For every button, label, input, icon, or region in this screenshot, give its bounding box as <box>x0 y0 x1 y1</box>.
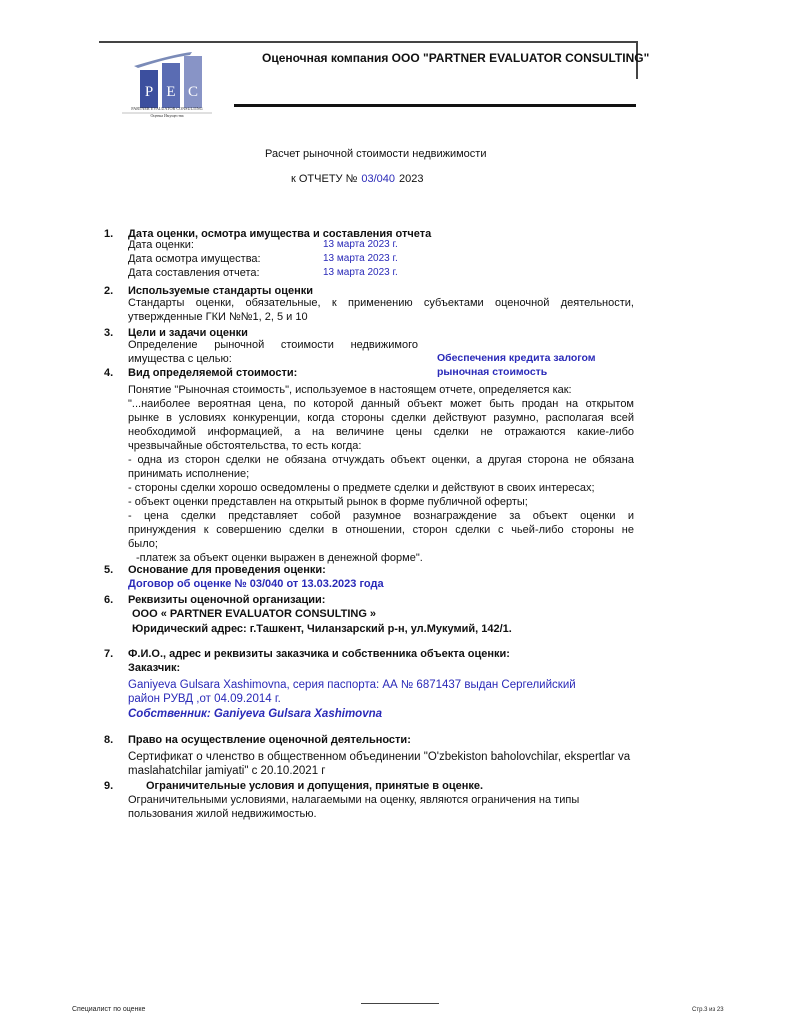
definition-line: - одна из сторон сделки не обязана отчуждать объект оценки, а другая сторона не обязана <box>128 454 634 466</box>
report-prefix: к ОТЧЕТУ № <box>291 173 358 185</box>
report-number: 03/040 <box>361 173 396 185</box>
definition-line: принуждения к совершению сделки в отношении, сторон сделки с чьей-либо стороны не <box>128 524 634 536</box>
definition-line: - цена сделки представляет собой разумное вознаграждение за объект оценки и <box>128 510 634 522</box>
section-6-number: 6. <box>104 594 114 606</box>
inspection-date-label: Дата осмотра имущества: <box>128 253 261 265</box>
section-4-title: Вид определяемой стоимости: <box>128 367 298 379</box>
section-8-title: Право на осуществление оценочной деятельности: <box>128 734 411 746</box>
definition-line: "...наиболее вероятная цена, по которой данный объект может быть продан на открытом <box>128 398 634 410</box>
standards-line-2: утвержденные ГКИ №№1, 2, 5 и 10 <box>128 311 308 323</box>
section-7-number: 7. <box>104 648 114 660</box>
definition-line: принимать исполнение; <box>128 468 250 480</box>
logo-letter-e: E <box>166 84 176 100</box>
report-date-value: 13 марта 2023 г. <box>323 267 398 278</box>
definition-line: -платеж за объект оценки выражен в денежной форме". <box>136 552 423 564</box>
customer-label: Заказчик: <box>128 662 181 674</box>
certificate-line-1: Сертификат о членство в общественном объединении "O'zbekiston baholovchilar, ekspertlar va <box>128 751 631 763</box>
definition-line: - стороны сделки хорошо осведомлены о предмете сделки и действуют в своих интересах; <box>128 482 595 494</box>
company-header: Оценочная компания ООО "PARTNER EVALUATOR CONSULTING" <box>262 51 650 65</box>
owner-name: Собственник: Ganiyeva Gulsara Xashimovna <box>128 708 383 720</box>
section-1-title: Дата оценки, осмотра имущества и составления отчета <box>128 228 432 240</box>
report-reference <box>291 173 424 185</box>
report-date-label: Дата составления отчета: <box>128 267 260 279</box>
company-logo <box>104 46 230 120</box>
purpose-line-2: имущества с целью: <box>128 353 232 365</box>
report-year: 2023 <box>399 173 424 185</box>
footer-specialist: Специалист по оценке <box>72 1006 146 1013</box>
section-3-title: Цели и задачи оценки <box>128 327 248 339</box>
standards-line-1: Стандарты оценки, обязательные, к применению субъектами оценочной деятельности, <box>128 297 634 309</box>
organization-address: Юридический адрес: г.Ташкент, Чиланзарский р-н, ул.Мукумий, 142/1. <box>132 623 512 635</box>
section-3-number: 3. <box>104 327 114 339</box>
section-9-title: Ограничительные условия и допущения, принятые в оценке. <box>146 780 484 792</box>
purpose-value: Обеспечения кредита залогом <box>437 352 596 364</box>
limitations-line-2: пользования жилой недвижимостью. <box>128 808 317 820</box>
page-title: Расчет рыночной стоимости недвижимости <box>265 148 487 160</box>
section-9-number: 9. <box>104 780 114 792</box>
logo-letter-p: P <box>144 84 154 100</box>
organization-name: ООО « PARTNER EVALUATOR CONSULTING » <box>132 608 377 620</box>
definition-line: рынке в условиях конкуренции, когда стороны сделки действуют разумно, располагая всей <box>128 412 634 424</box>
signature-line <box>361 1003 439 1004</box>
section-5-number: 5. <box>104 564 114 576</box>
section-2-number: 2. <box>104 285 114 297</box>
valuation-date-label: Дата оценки: <box>128 239 194 251</box>
section-7-title: Ф.И.О., адрес и реквизиты заказчика и собственника объекта оценки: <box>128 648 510 660</box>
contract-reference: Договор об оценке № 03/040 от 13.03.2023 года <box>128 578 384 590</box>
footer-page-number: Стр.3 из 23 <box>692 1007 724 1013</box>
section-2-title: Используемые стандарты оценки <box>128 285 313 297</box>
definition-line: Понятие "Рыночная стоимость", используемое в настоящем отчете, определяется как: <box>128 384 572 396</box>
section-1-number: 1. <box>104 228 114 240</box>
section-8-number: 8. <box>104 734 114 746</box>
logo-letter-c: C <box>187 84 199 100</box>
definition-line: необходимой информацией, а на величине цены сделки не отражаются какие-либо <box>128 426 634 438</box>
logo-caption-2: Оценка Имущества <box>150 113 184 118</box>
definition-line: - объект оценки представлен на открытый рынок в форме публичной оферты; <box>128 496 528 508</box>
valuation-date-value: 13 марта 2023 г. <box>323 239 398 250</box>
header-rule <box>234 104 636 107</box>
customer-details-line-2: район РУВД ,от 04.09.2014 г. <box>128 693 281 705</box>
section-6-title: Реквизиты оценочной организации: <box>128 594 326 606</box>
value-type: рыночная стоимость <box>437 366 548 378</box>
customer-details-line-1: Ganiyeva Gulsara Xashimovna, серия паспорта: АА № 6871437 выдан Сергелийский <box>128 679 576 691</box>
purpose-line-1: Определение рыночной стоимости недвижимого <box>128 339 418 351</box>
certificate-line-2: maslahatchilar jamiyati" с 20.10.2021 г <box>128 765 326 777</box>
section-4-number: 4. <box>104 367 114 379</box>
section-5-title: Основание для проведения оценки: <box>128 564 326 576</box>
definition-line: чрезвычайные обстоятельства, то есть когда: <box>128 440 362 452</box>
limitations-line-1: Ограничительными условиями, налагаемыми на оценку, являются ограничения на типы <box>128 794 580 806</box>
inspection-date-value: 13 марта 2023 г. <box>323 253 398 264</box>
logo-caption-1: PARTNER EVALUATOR CONSULTING <box>131 106 203 111</box>
definition-line: было; <box>128 538 158 550</box>
